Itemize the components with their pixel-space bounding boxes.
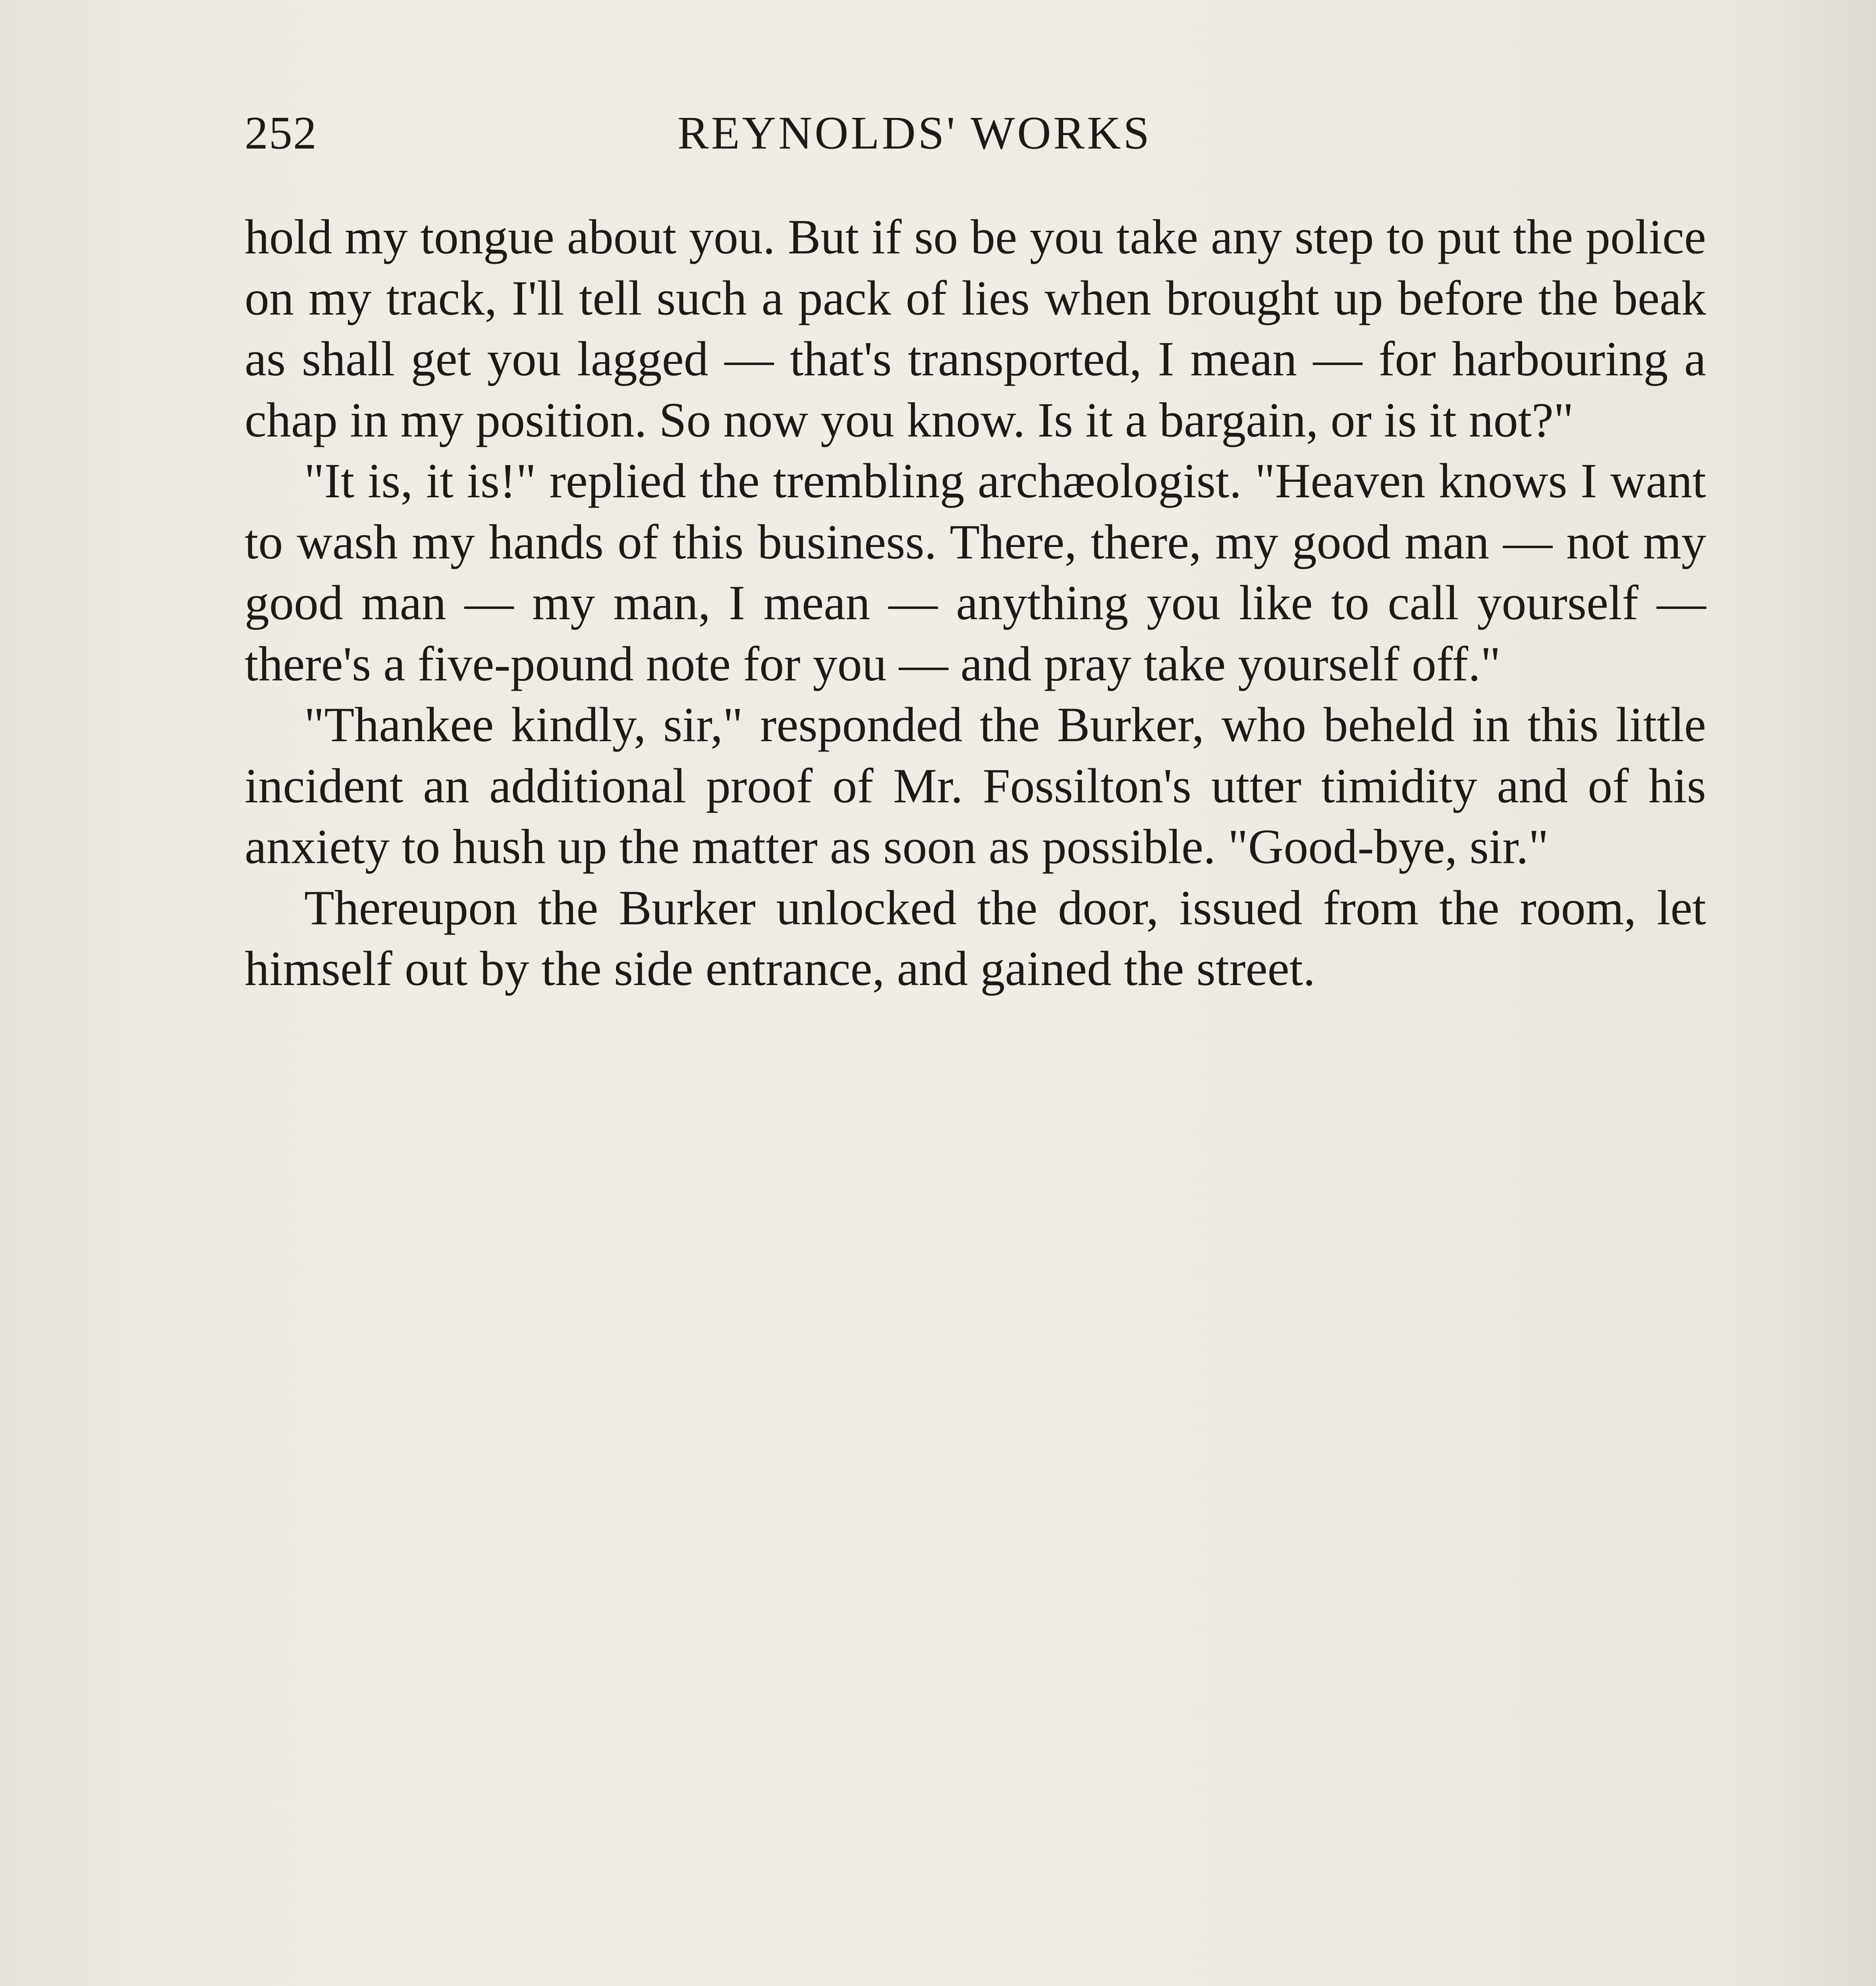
paragraph-4: Thereupon the Burker unlocked the door, issued from the room, let himself out by the side entrance, and gained the street. [245,880,1706,996]
body-text [245,207,1706,999]
running-head: REYNOLDS' WORKS [677,107,1152,159]
paragraph-3: "Thankee kindly, sir," responded the Burker, who beheld in this little incident an additional proof of Mr. Fossilton's utter timidity and of his anxiety to hush up the matter as soon as possible. "Good-bye, sir." [245,697,1706,874]
paragraph-2: "It is, it is!" replied the trembling archæologist. "Heaven knows I want to wash my hands of this business. There, there, my good man — not my good man — my man, I mean — anything you like to call yourself — there's a five-pound note for you — and pray take yourself off." [245,454,1706,691]
page-number: 252 [245,107,317,159]
paragraph-1: hold my tongue about you. But if so be you take any step to put the police on my track, I'll tell such a pack of lies when brought up before the beak as shall get you lagged — that's transported, I mean — for harbouring a chap in my position. So now you know. Is it a bargain, or is it not?" [245,210,1706,447]
page-header [245,99,1268,167]
